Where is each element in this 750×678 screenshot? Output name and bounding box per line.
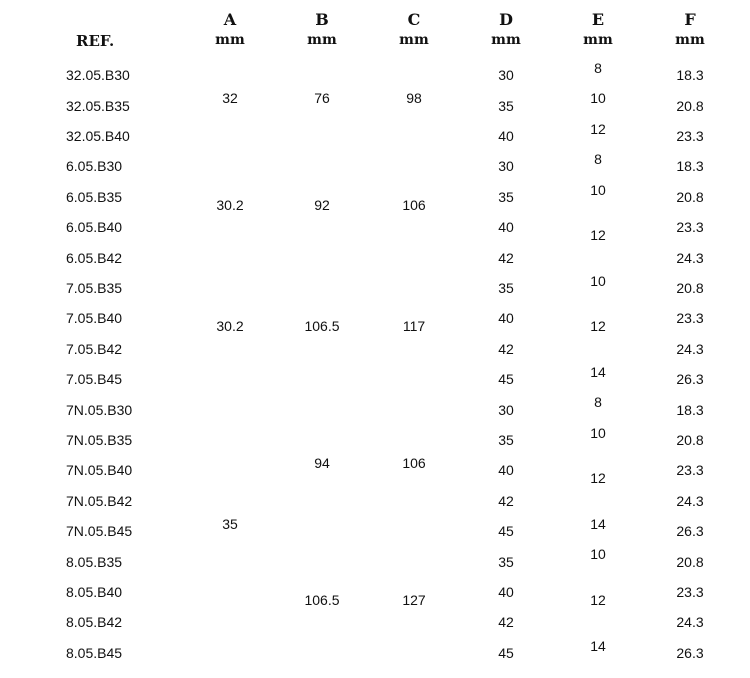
b-cell: 106.5	[304, 318, 340, 335]
ref-cell: 32.05.B30	[66, 67, 130, 84]
f-cell: 18.3	[676, 401, 704, 418]
c-cell: 98	[406, 90, 422, 107]
header-b-unit: mm	[307, 32, 337, 48]
header-e-unit: mm	[583, 32, 613, 48]
header-c-unit: mm	[399, 32, 429, 48]
e-cell: 10	[590, 181, 606, 198]
header-e	[558, 10, 638, 50]
header-c-letter: C	[407, 10, 421, 29]
d-cell: 30	[498, 67, 514, 84]
b-cell: 106.5	[304, 592, 340, 608]
header-e-letter: E	[591, 10, 605, 29]
e-cell: 12	[590, 592, 606, 608]
e-cell: 14	[590, 516, 606, 532]
e-cell: 10	[590, 546, 606, 563]
ref-cell: 8.05.B42	[66, 614, 123, 631]
e-cell: 8	[594, 394, 602, 411]
f-cell: 20.8	[676, 280, 704, 296]
ref-cell: 6.05.B40	[66, 219, 123, 236]
e-cell: 8	[594, 60, 602, 76]
b-cell: 76	[314, 90, 330, 107]
a-cell: 30.2	[216, 318, 244, 335]
ref-cell: 6.05.B30	[66, 158, 123, 175]
ref-cell: 7N.05.B30	[66, 401, 133, 418]
ref-cell: 7N.05.B40	[66, 462, 133, 479]
f-cell: 23.3	[676, 128, 704, 144]
f-cell: 24.3	[676, 492, 704, 509]
header-c	[374, 10, 454, 50]
header-a-letter: A	[223, 10, 237, 29]
f-cell: 20.8	[676, 188, 704, 205]
ref-cell: 32.05.B40	[66, 128, 130, 144]
e-cell: 12	[590, 120, 606, 137]
b-cell: 94	[314, 455, 330, 472]
header-b	[282, 10, 362, 50]
ref-cell: 6.05.B35	[66, 188, 123, 205]
header-f-unit: mm	[675, 32, 705, 48]
header-a-unit: mm	[215, 32, 245, 48]
f-cell: 20.8	[676, 97, 704, 114]
f-cell: 26.3	[676, 644, 704, 661]
ref-cell: 8.05.B45	[66, 644, 123, 661]
ref-cell: 6.05.B42	[66, 249, 123, 266]
d-cell: 35	[498, 280, 514, 296]
d-cell: 35	[498, 97, 514, 114]
ref-cell: 7.05.B35	[66, 280, 123, 296]
ref-cell: 7N.05.B45	[66, 523, 133, 540]
ref-cell: 7.05.B45	[66, 371, 123, 388]
d-cell: 35	[498, 553, 514, 570]
d-cell: 45	[498, 371, 514, 388]
f-cell: 20.8	[676, 432, 704, 448]
f-cell: 23.3	[676, 584, 704, 600]
header-a	[190, 10, 270, 50]
d-cell: 40	[498, 219, 514, 236]
d-cell: 45	[498, 644, 514, 661]
e-cell: 14	[590, 364, 606, 380]
a-cell: 32	[222, 90, 238, 107]
ref-header: REF.	[76, 32, 115, 50]
c-cell: 106	[402, 455, 426, 472]
ref-cell: 7.05.B42	[66, 340, 123, 357]
d-cell: 35	[498, 188, 514, 205]
d-cell: 42	[498, 340, 514, 357]
e-cell: 14	[590, 637, 606, 654]
f-cell: 26.3	[676, 523, 704, 540]
e-cell: 8	[594, 151, 602, 168]
f-cell: 26.3	[676, 371, 704, 388]
ref-cell: 7N.05.B42	[66, 492, 133, 509]
d-cell: 30	[498, 158, 514, 175]
header-f	[650, 10, 730, 50]
d-cell: 35	[498, 432, 514, 448]
e-cell: 10	[590, 272, 606, 289]
header-f-letter: F	[684, 10, 696, 29]
ref-cell: 8.05.B35	[66, 553, 123, 570]
d-cell: 40	[498, 128, 514, 144]
d-cell: 45	[498, 523, 514, 540]
d-cell: 40	[498, 584, 514, 600]
b-cell: 92	[314, 196, 330, 213]
f-cell: 23.3	[676, 462, 704, 479]
f-cell: 18.3	[676, 67, 704, 84]
c-cell: 127	[402, 592, 426, 608]
ref-cell: 32.05.B35	[66, 97, 130, 114]
ref-cell: 7.05.B40	[66, 310, 123, 327]
header-d	[466, 10, 546, 50]
e-cell: 10	[590, 90, 606, 107]
d-cell: 30	[498, 401, 514, 418]
f-cell: 24.3	[676, 249, 704, 266]
f-cell: 20.8	[676, 553, 704, 570]
d-cell: 40	[498, 310, 514, 327]
e-cell: 12	[590, 470, 606, 487]
ref-cell: 7N.05.B35	[66, 432, 133, 448]
d-cell: 42	[498, 249, 514, 266]
c-cell: 106	[402, 196, 426, 213]
e-cell: 10	[590, 424, 606, 441]
d-cell: 42	[498, 492, 514, 509]
f-cell: 23.3	[676, 310, 704, 327]
e-cell: 12	[590, 227, 606, 244]
ref-cell: 8.05.B40	[66, 584, 123, 600]
f-cell: 24.3	[676, 340, 704, 357]
e-cell: 12	[590, 318, 606, 335]
c-cell: 117	[402, 318, 426, 335]
d-cell: 40	[498, 462, 514, 479]
f-cell: 24.3	[676, 614, 704, 631]
a-cell: 30.2	[216, 196, 244, 213]
a-cell: 35	[222, 516, 238, 532]
f-cell: 18.3	[676, 158, 704, 175]
header-b-letter: B	[315, 10, 329, 29]
d-cell: 42	[498, 614, 514, 631]
header-d-letter: D	[499, 10, 513, 29]
f-cell: 23.3	[676, 219, 704, 236]
header-d-unit: mm	[491, 32, 521, 48]
